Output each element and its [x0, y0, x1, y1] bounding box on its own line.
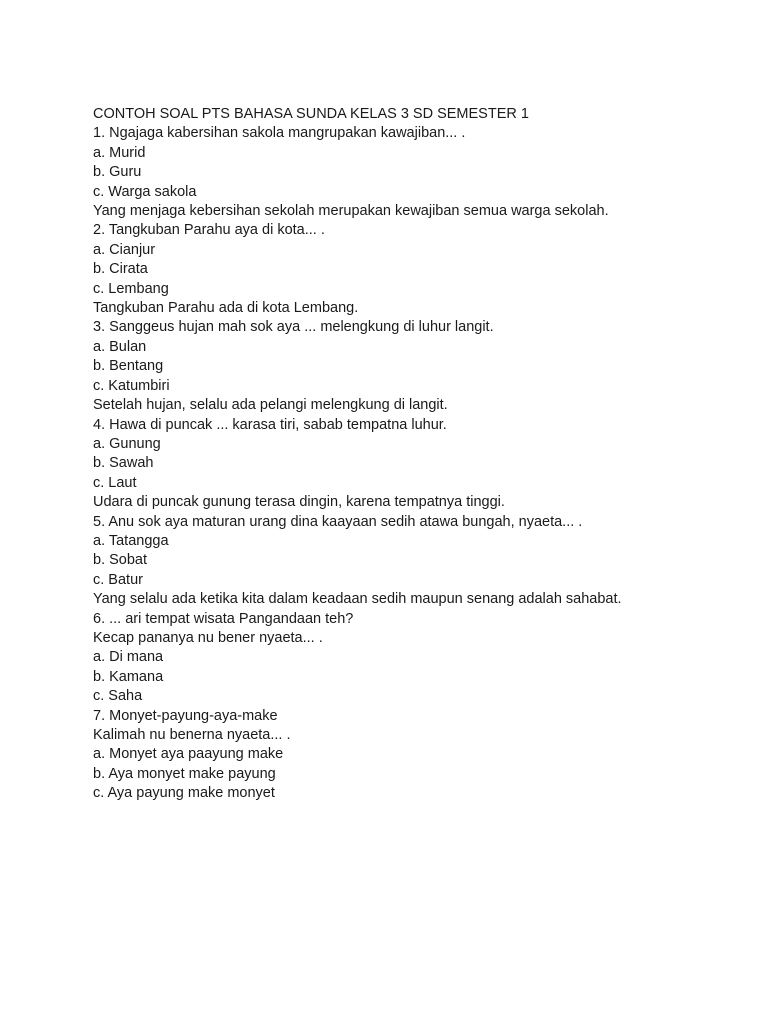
question-5-option-c: c. Batur: [93, 571, 143, 588]
question-5-option-b: b. Sobat: [93, 552, 148, 569]
question-3-explanation: Setelah hujan, selalu ada pelangi melengkung di langit.: [93, 397, 448, 414]
question-2-option-c: c. Lembang: [93, 280, 169, 297]
question-4-option-b: b. Sawah: [93, 455, 154, 472]
question-3-option-b: b. Bentang: [93, 358, 164, 375]
question-4-option-c: c. Laut: [93, 474, 137, 491]
question-5-explanation: Yang selalu ada ketika kita dalam keadaan sedih maupun senang adalah sahabat.: [93, 591, 622, 608]
question-5: 5. Anu sok aya maturan urang dina kaayaan sedih atawa bungah, nyaeta... .: [93, 513, 583, 530]
document-title: CONTOH SOAL PTS BAHASA SUNDA KELAS 3 SD SEMESTER 1: [93, 106, 529, 122]
question-2-explanation: Tangkuban Parahu ada di kota Lembang.: [93, 300, 359, 317]
question-6: 6. ... ari tempat wisata Pangandaan teh?: [93, 610, 354, 627]
question-4-option-a: a. Gunung: [93, 435, 161, 452]
question-3-option-c: c. Katumbiri: [93, 377, 170, 394]
question-1: 1. Ngajaga kabersihan sakola mangrupakan kawajiban... .: [93, 125, 466, 142]
question-5-option-a: a. Tatangga: [93, 532, 169, 549]
question-6-option-a: a. Di mana: [93, 649, 164, 666]
question-3: 3. Sanggeus hujan mah sok aya ... melengkung di luhur langit.: [93, 319, 494, 336]
question-1-explanation: Yang menjaga kebersihan sekolah merupakan kewajiban semua warga sekolah.: [93, 203, 609, 220]
question-2-option-b: b. Cirata: [93, 261, 148, 278]
question-7-option-a: a. Monyet aya paayung make: [93, 746, 284, 763]
question-2: 2. Tangkuban Parahu aya di kota... .: [93, 222, 325, 239]
question-1-option-b: b. Guru: [93, 164, 142, 181]
question-1-option-a: a. Murid: [93, 144, 146, 161]
question-7-option-b: b. Aya monyet make payung: [93, 765, 276, 782]
question-6-option-c: c. Saha: [93, 688, 143, 705]
document-content: [93, 105, 733, 804]
question-3-option-a: a. Bulan: [93, 338, 147, 355]
question-7-option-c: c. Aya payung make monyet: [93, 785, 275, 802]
question-4-explanation: Udara di puncak gunung terasa dingin, karena tempatnya tinggi.: [93, 494, 505, 511]
question-1-option-c: c. Warga sakola: [93, 183, 197, 200]
question-2-option-a: a. Cianjur: [93, 241, 156, 258]
question-7-prompt: Kalimah nu benerna nyaeta... .: [93, 727, 291, 743]
question-7: 7. Monyet-payung-aya-make: [93, 707, 278, 724]
question-4: 4. Hawa di puncak ... karasa tiri, sabab tempatna luhur.: [93, 416, 447, 433]
question-6-option-b: b. Kamana: [93, 668, 164, 685]
question-6-prompt: Kecap pananya nu bener nyaeta... .: [93, 629, 323, 646]
